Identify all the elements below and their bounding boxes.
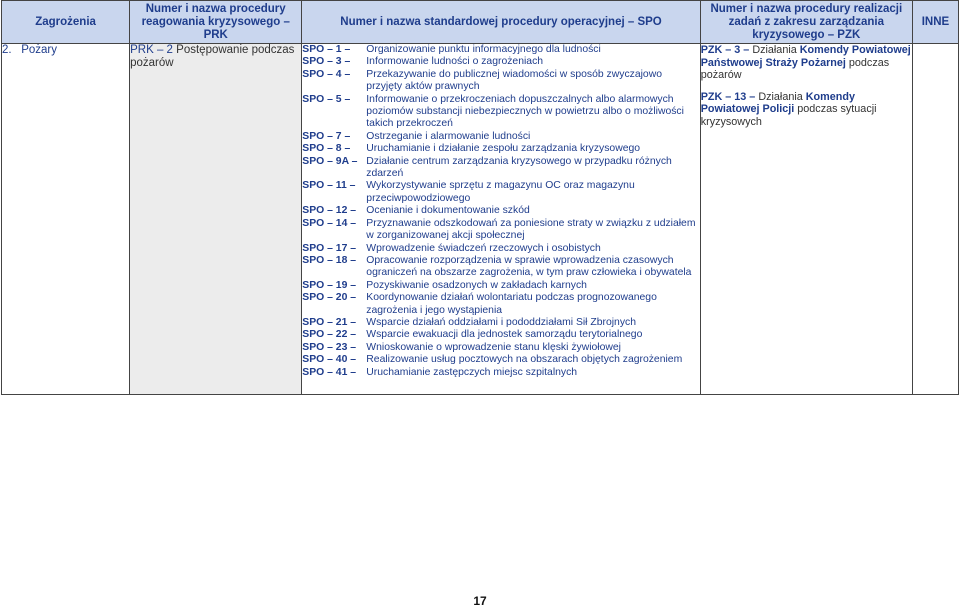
spo-code: SPO – 8 – [302, 143, 351, 155]
header-prk: Numer i nazwa procedury reagowania kryzysowego – PRK [130, 1, 302, 44]
header-pzk: Numer i nazwa procedury realizacji zadań z zakresu zarządzania kryzysowego – PZK [700, 1, 912, 44]
list-item [302, 367, 699, 379]
spo-text: Uruchamianie i działanie zespołu zarządzania kryzysowego [366, 143, 641, 155]
spo-text: Działanie centrum zarządzania kryzysowego w przypadku różnych zdarzeń [366, 155, 672, 180]
pzk-pre: Działania [752, 44, 797, 56]
spo-code: SPO – 41 – [302, 366, 357, 378]
list-item [701, 44, 912, 82]
list-item [302, 329, 699, 341]
spo-text: Informowanie ludności o zagrożeniach [366, 56, 544, 68]
spo-code: SPO – 20 – [302, 292, 357, 304]
threat-cell [2, 44, 130, 395]
threat-number: 2. [2, 44, 12, 56]
pzk-post: podczas sytuacji kryzysowych [700, 103, 877, 128]
spo-code: SPO – 4 – [302, 68, 351, 80]
list-item [302, 292, 699, 317]
pzk-cell [700, 44, 912, 395]
spo-cell [302, 44, 700, 395]
list-item [302, 180, 699, 205]
spo-text: Ostrzeganie i alarmowanie ludności [366, 130, 531, 142]
prk-description: Postępowanie podczas pożarów [130, 44, 295, 69]
spo-text: Uruchamianie zastępczych miejsc szpitalnych [366, 366, 578, 378]
list-item [302, 280, 699, 292]
spo-code: SPO – 23 – [302, 341, 357, 353]
list-item [302, 354, 699, 366]
list-item [302, 143, 699, 155]
pzk-pre: Działania [758, 90, 803, 103]
list-item [302, 342, 699, 354]
list-item [302, 44, 699, 56]
list-item [302, 156, 699, 181]
spo-code: SPO – 18 – [302, 254, 357, 266]
spo-text: Koordynowanie działań wolontariatu podczas prognozowanego zagrożenia i jego wystąpienia [366, 292, 657, 316]
spo-text: Pozyskiwanie osadzonych w zakładach karnych [366, 279, 587, 291]
table-row [2, 44, 959, 395]
spo-text: Wnioskowanie o wprowadzenie stanu klęski żywiołowej [366, 341, 621, 353]
prk-cell [130, 44, 302, 395]
spo-code: SPO – 14 – [302, 217, 357, 229]
list-item [302, 56, 699, 68]
header-inne: INNE [912, 1, 958, 44]
header-zagrozenia: Zagrożenia [2, 1, 130, 44]
spo-code: SPO – 40 – [302, 354, 357, 366]
spo-text: Ocenianie i dokumentowanie szkód [366, 205, 530, 217]
list-item [302, 317, 699, 329]
pzk-code: PZK – 3 – [700, 44, 750, 56]
spo-text: Informowanie o przekroczeniach dopuszczalnych albo alarmowych poziomów substancji niebezpiecznych w powietrzu albo o możliwości takich przekroczeń [366, 93, 684, 130]
spo-text: Realizowanie usług pocztowych na obszarach objętych zagrożeniem [366, 354, 683, 366]
spo-text: Wsparcie działań oddziałami i pododdziałami Sił Zbrojnych [366, 316, 637, 328]
list-item [302, 131, 699, 143]
list-item [701, 91, 912, 129]
spo-code: SPO – 17 – [302, 242, 357, 254]
threat-name: Pożary [21, 44, 57, 56]
pzk-unit: Komendy Powiatowej Policji [700, 90, 855, 116]
prk-code: PRK – 2 [130, 44, 173, 56]
pzk-unit: Komendy Powiatowej Państwowej Straży Pożarnej [700, 44, 911, 69]
spo-text: Wsparcie ewakuacji dla jednostek samorządu terytorialnego [366, 329, 643, 341]
page-number: 17 [473, 594, 487, 608]
spo-text: Opracowanie rozporządzenia w sprawie wprowadzenia czasowych ograniczeń na obszarze zagrożenia, w tym praw człowieka i obywatela [366, 254, 692, 279]
header-spo: Numer i nazwa standardowej procedury operacyjnej – SPO [302, 1, 700, 44]
spo-code: SPO – 21 – [302, 316, 357, 328]
spo-code: SPO – 7 – [302, 130, 351, 142]
list-item [302, 69, 699, 94]
spo-text: Przekazywanie do publicznej wiadomości w sposób zwyczajowo przyjęty aktów prawnych [366, 68, 662, 93]
spo-code: SPO – 5 – [302, 93, 351, 105]
list-item [302, 243, 699, 255]
header-row [2, 1, 959, 44]
spo-text: Wprowadzenie świadczeń rzeczowych i osobistych [366, 242, 601, 254]
list-item [302, 218, 699, 243]
spo-text: Wykorzystywanie sprzętu z magazynu OC oraz magazynu przeciwpowodziowego [366, 180, 635, 204]
list-item [302, 94, 699, 131]
pzk-code: PZK – 13 – [700, 90, 756, 103]
list-item [302, 205, 699, 217]
pzk-post: podczas pożarów [700, 56, 890, 82]
spo-code: SPO – 12 – [302, 205, 357, 217]
spo-text: Organizowanie punktu informacyjnego dla ludności [366, 44, 601, 55]
spo-code: SPO – 9A – [302, 155, 358, 167]
spo-list [302, 44, 699, 379]
spo-code: SPO – 19 – [302, 279, 357, 291]
spo-code: SPO – 22 – [302, 329, 357, 341]
pzk-list [701, 44, 912, 129]
spo-code: SPO – 11 – [302, 180, 356, 192]
spo-text: Przyznawanie odszkodowań za poniesione straty w związku z udziałem w zorganizowanej akcji społecznej [366, 217, 696, 242]
spo-code: SPO – 3 – [302, 56, 351, 68]
list-item [302, 255, 699, 280]
spo-code: SPO – 1 – [302, 44, 351, 55]
inne-cell [912, 44, 958, 395]
procedures-table [1, 0, 959, 395]
